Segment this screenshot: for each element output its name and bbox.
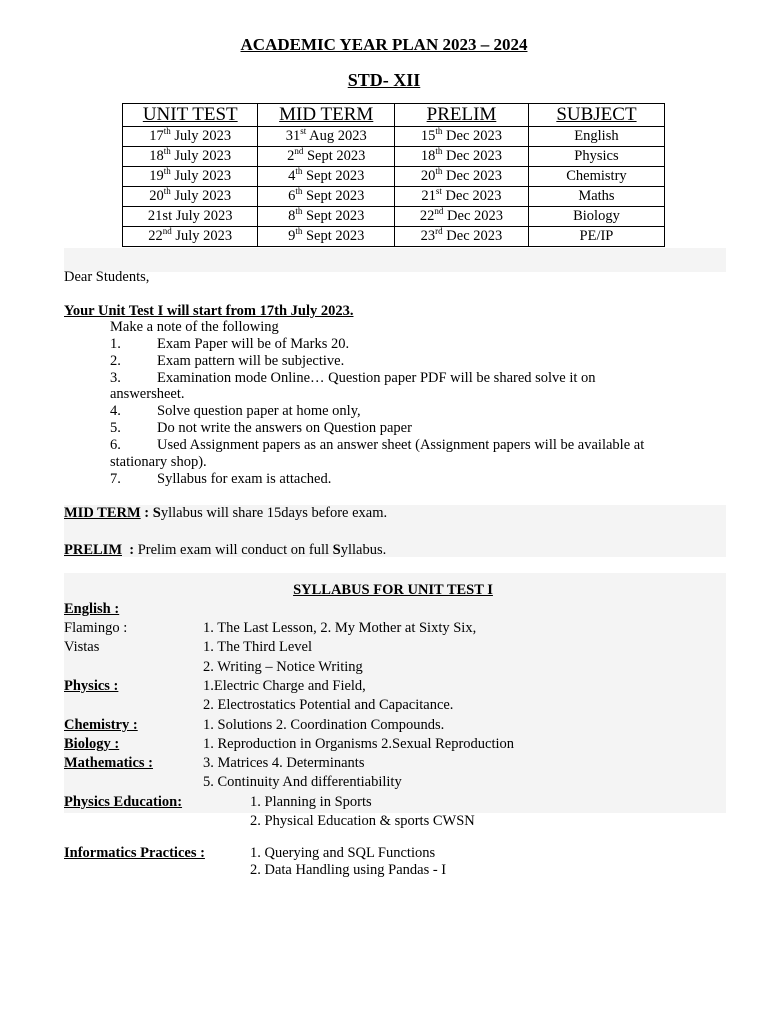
mid-term-text: yllabus will share 15days before exam. <box>160 505 388 521</box>
physics-topic-1: 1.Electric Charge and Field, <box>203 678 366 694</box>
background-band-top <box>64 248 726 272</box>
table-row <box>123 227 665 247</box>
mid-term-label: MID TERM <box>64 505 141 521</box>
standard-heading: STD- XII <box>347 70 421 90</box>
unit-test-date: 22nd July 2023 <box>123 227 258 247</box>
unit-test-date: 20th July 2023 <box>123 187 258 207</box>
unit-test-date: 21st July 2023 <box>123 207 258 227</box>
note-number: 1. <box>110 336 121 352</box>
mid-term-date: 31st Aug 2023 <box>258 127 395 147</box>
prelim-date: 23rd Dec 2023 <box>395 227 529 247</box>
subject-name: PE/IP <box>528 227 664 247</box>
prelim-date: 20th Dec 2023 <box>395 167 529 187</box>
note-text: Used Assignment papers as an answer sheet (Assignment papers will be available at <box>157 437 645 453</box>
chemistry-topics: 1. Solutions 2. Coordination Compounds. <box>203 717 445 733</box>
mid-term-date: 9th Sept 2023 <box>258 227 395 247</box>
biology-label: Biology : <box>64 736 120 752</box>
subject-name: Physics <box>528 147 664 167</box>
writing-text: 2. Writing – Notice Writing <box>203 659 363 675</box>
syllabus-heading: SYLLABUS FOR UNIT TEST I <box>293 582 493 598</box>
subject-name: Biology <box>528 207 664 227</box>
note-number: 4. <box>110 403 121 419</box>
subject-name: Chemistry <box>528 167 664 187</box>
table-row <box>123 127 665 147</box>
maths-topic-2: 5. Continuity And differentiability <box>203 774 402 790</box>
maths-label: Mathematics : <box>64 755 153 771</box>
vistas-text: 1. The Third Level <box>203 639 312 655</box>
mid-term-date: 2nd Sept 2023 <box>258 147 395 167</box>
physical-education-topic-2: 2. Physical Education & sports CWSN <box>250 813 475 829</box>
column-header-subject: SUBJECT <box>528 104 664 127</box>
subject-name: English <box>528 127 664 147</box>
note-continuation: stationary shop). <box>110 454 207 470</box>
maths-topic-1: 3. Matrices 4. Determinants <box>203 755 365 771</box>
greeting: Dear Students, <box>64 269 150 285</box>
flamingo-text: 1. The Last Lesson, 2. My Mother at Sixty Six, <box>203 620 477 636</box>
exam-plan-table <box>122 103 665 247</box>
biology-topics: 1. Reproduction in Organisms 2.Sexual Reproduction <box>203 736 515 752</box>
prelim-separator: : <box>122 542 138 558</box>
mid-term-line <box>64 505 387 522</box>
note-number: 7. <box>110 471 121 487</box>
note-intro: Make a note of the following <box>110 319 279 335</box>
note-number: 3. <box>110 370 121 386</box>
prelim-date: 15th Dec 2023 <box>395 127 529 147</box>
column-header-prelim: PRELIM <box>395 104 529 127</box>
mid-term-capital-s: S <box>152 505 161 521</box>
page-title: ACADEMIC YEAR PLAN 2023 – 2024 <box>240 35 528 54</box>
subject-name: Maths <box>528 187 664 207</box>
prelim-date: 22nd Dec 2023 <box>395 207 529 227</box>
note-number: 6. <box>110 437 121 453</box>
note-continuation: answersheet. <box>110 386 185 402</box>
note-text: Solve question paper at home only, <box>157 403 361 419</box>
physical-education-topic-1: 1. Planning in Sports <box>250 794 372 810</box>
table-row <box>123 187 665 207</box>
table-row <box>123 147 665 167</box>
table-row <box>123 167 665 187</box>
informatics-practices-topic-2: 2. Data Handling using Pandas - I <box>250 862 447 878</box>
table-header-row <box>123 104 665 127</box>
note-text: Syllabus for exam is attached. <box>157 471 332 487</box>
prelim-date: 21st Dec 2023 <box>395 187 529 207</box>
english-label: English : <box>64 601 120 617</box>
prelim-label: PRELIM <box>64 542 122 558</box>
note-text: Examination mode Online… Question paper PDF will be shared solve it on <box>157 370 596 386</box>
prelim-text-a: Prelim exam will conduct on full <box>137 542 333 558</box>
unit-test-date: 19th July 2023 <box>123 167 258 187</box>
chemistry-label: Chemistry : <box>64 717 138 733</box>
vistas-label: Vistas <box>64 639 100 655</box>
note-number: 5. <box>110 420 121 436</box>
note-text: Exam pattern will be subjective. <box>157 353 345 369</box>
prelim-date: 18th Dec 2023 <box>395 147 529 167</box>
physics-label: Physics : <box>64 678 119 694</box>
mid-term-date: 4th Sept 2023 <box>258 167 395 187</box>
note-text: Do not write the answers on Question paper <box>157 420 412 436</box>
physics-topic-2: 2. Electrostatics Potential and Capacitance. <box>203 697 454 713</box>
note-text: Exam Paper will be of Marks 20. <box>157 336 350 352</box>
note-number: 2. <box>110 353 121 369</box>
prelim-line <box>64 542 386 559</box>
mid-term-date: 6th Sept 2023 <box>258 187 395 207</box>
mid-term-separator: : <box>140 505 153 521</box>
table-row <box>123 207 665 227</box>
column-header-mid-term: MID TERM <box>258 104 395 127</box>
physical-education-label: Physics Education: <box>64 794 183 810</box>
informatics-practices-label: Informatics Practices : <box>64 845 205 861</box>
table-body <box>123 127 665 247</box>
column-header-unit-test: UNIT TEST <box>123 104 258 127</box>
mid-term-date: 8th Sept 2023 <box>258 207 395 227</box>
informatics-practices-topic-1: 1. Querying and SQL Functions <box>250 845 436 861</box>
prelim-capital-s: S <box>332 542 341 558</box>
unit-test-date: 18th July 2023 <box>123 147 258 167</box>
flamingo-label: Flamingo : <box>64 620 128 636</box>
unit-test-date: 17th July 2023 <box>123 127 258 147</box>
prelim-text-b: yllabus. <box>340 542 387 558</box>
unit-test-heading: Your Unit Test I will start from 17th July 2023. <box>64 303 354 319</box>
